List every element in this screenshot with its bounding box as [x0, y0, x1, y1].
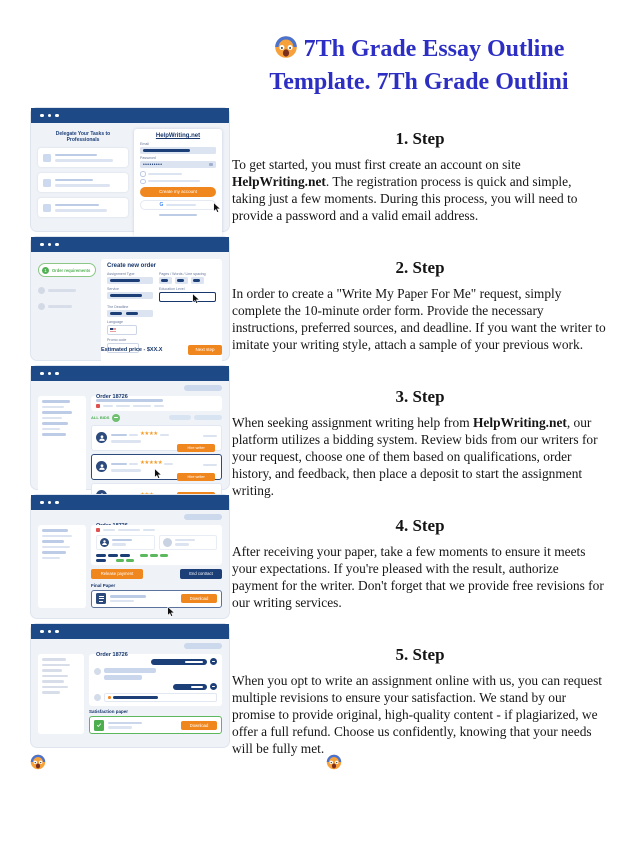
cursor-icon	[192, 293, 200, 305]
eye-icon[interactable]	[209, 163, 213, 166]
newsletter-checkbox[interactable]	[140, 179, 216, 185]
step-5-heading: 5. Step	[395, 645, 445, 664]
chat-message-incoming	[94, 668, 217, 680]
order-number: Order 18726	[96, 652, 128, 658]
feature-icon	[43, 204, 51, 212]
order-number: Order 18726	[96, 394, 128, 400]
alert-icon	[96, 404, 100, 408]
header-pill	[184, 514, 222, 520]
cursor-icon	[213, 202, 221, 214]
step-4-body: After receiving your paper, take a few moments to ensure it meets your expectations. If you're pleased with the result, authorize payment for the writer. Don't forget that we provide free revisions for our writing services.	[232, 544, 604, 610]
window-dot-icon	[55, 372, 59, 376]
document-icon	[96, 593, 106, 604]
step-label: Order requirements	[52, 267, 91, 273]
chat-panel	[89, 654, 222, 706]
window-dot-icon	[55, 243, 59, 247]
cursor-icon	[154, 468, 162, 480]
password-dots: •••••••••	[143, 161, 163, 168]
deadline-input[interactable]	[107, 310, 153, 317]
estimated-price: Estimated price - $XX.X	[101, 347, 163, 353]
google-g-icon: G	[159, 202, 164, 208]
all-bids-label: ALL BIDS	[91, 415, 110, 420]
password-field[interactable]	[140, 161, 216, 168]
footer	[0, 752, 638, 792]
next-step-button[interactable]: Next step	[188, 345, 222, 355]
writer-avatar	[100, 538, 109, 547]
signup-left-heading: Delegate Your Tasks to Professionals	[55, 131, 111, 143]
step-1-body: To get started, you must first create an account on site HelpWriting.net. The registration process is quick and simple, taking just a few moments. During this process, you will need to provide a password and a valid email address.	[232, 157, 578, 223]
writer-avatar	[94, 694, 101, 701]
contract-card	[91, 525, 222, 565]
brand-logo: HelpWriting.net	[155, 133, 201, 139]
step-4-heading: 4. Step	[395, 516, 445, 535]
brand-name: HelpWriting.net	[232, 174, 326, 189]
pages-input[interactable]	[159, 277, 172, 284]
wizard-step-2	[38, 287, 96, 294]
document-page	[0, 34, 638, 860]
rating-stars: ★★★★★	[140, 460, 163, 467]
browser-titlebar	[31, 108, 229, 123]
bids-count-badge	[112, 414, 120, 422]
google-signin-button[interactable]	[140, 200, 216, 210]
step-5-body: When you opt to write an assignment online with us, you can request multiple revisions to ensure your satisfaction. We stand by our promise to provide original, high-quality content - if plagiarized, we offer a full refund. Choose us confidently, knowing that your needs will be fully met.	[232, 673, 603, 756]
scream-emoji-icon	[326, 754, 342, 775]
title-line2: Template. 7Th Grade Outlini	[269, 69, 569, 95]
cursor-icon	[167, 606, 175, 618]
signin-link[interactable]	[159, 214, 197, 216]
attachment-icon	[108, 696, 111, 699]
browser-titlebar	[31, 495, 229, 510]
chat-message-outgoing	[94, 683, 217, 690]
page-title	[230, 34, 608, 97]
writer-avatar	[96, 432, 107, 443]
spacing-input[interactable]	[191, 277, 204, 284]
browser-titlebar	[31, 624, 229, 639]
order-sidebar	[38, 525, 86, 608]
window-dot-icon	[48, 243, 52, 247]
window-dot-icon	[40, 630, 44, 634]
deadline-label: The Deadline	[107, 305, 129, 309]
scream-emoji-icon	[274, 35, 298, 67]
brand-name: HelpWriting.net	[472, 415, 567, 430]
window-dot-icon	[48, 501, 52, 505]
email-label: Email	[140, 142, 149, 146]
words-input[interactable]	[175, 277, 188, 284]
feature-item	[38, 198, 128, 217]
hire-writer-button[interactable]: Hire writer	[177, 444, 215, 452]
feature-icon	[43, 154, 51, 162]
language-select[interactable]	[107, 325, 137, 335]
window-dot-icon	[48, 372, 52, 376]
education-level-select[interactable]	[159, 292, 216, 302]
order-sidebar	[38, 396, 86, 509]
service-label: Service	[107, 287, 119, 291]
step-3-heading: 3. Step	[395, 387, 445, 406]
final-paper-row	[91, 590, 222, 608]
browser-titlebar	[31, 366, 229, 381]
step-3-screenshot	[30, 365, 230, 490]
step-1-heading: 1. Step	[395, 129, 445, 148]
order-form-title: Create new order	[107, 263, 157, 269]
title-line1: 7Th Grade Essay Outline	[303, 36, 565, 62]
create-account-button[interactable]: Create my account	[140, 187, 216, 197]
window-dot-icon	[40, 372, 44, 376]
step-3-body: When seeking assignment writing help from HelpWriting.net, our platform utilizes a bidding system. Review bids from our writers for your request, choose one of them based on qualifications, order history, and feedback, then place a deposit to start the assignment writing.	[232, 415, 598, 498]
step-5-screenshot	[30, 623, 230, 748]
pages-words-label: Pages / Words / Line spacing	[159, 272, 206, 276]
filter-pill[interactable]	[169, 415, 191, 420]
step-2-row	[0, 236, 638, 361]
writer-avatar	[94, 668, 101, 675]
language-label: Language	[107, 320, 123, 324]
writer-panel	[96, 535, 155, 550]
promo-code-label: Promo code	[107, 338, 127, 342]
password-label: Password	[140, 156, 156, 160]
step-1-row	[0, 107, 638, 232]
feature-item	[38, 173, 128, 192]
feature-icon	[43, 179, 51, 187]
step-1-screenshot	[30, 107, 230, 232]
alert-icon	[96, 528, 100, 532]
approved-document-icon	[94, 720, 104, 731]
hire-writer-button[interactable]: Hire writer	[177, 473, 215, 481]
step-3-row	[0, 365, 638, 498]
chat-message-outgoing	[94, 658, 217, 665]
order-sidebar	[38, 654, 84, 734]
end-contract-button[interactable]: End contract	[180, 569, 222, 579]
window-dot-icon	[48, 114, 52, 118]
step-5-row	[0, 623, 638, 756]
final-paper-label: Final Paper	[91, 582, 116, 588]
window-dot-icon	[40, 501, 44, 505]
assignment-type-select[interactable]	[107, 277, 153, 284]
window-dot-icon	[55, 501, 59, 505]
milestone-bar	[96, 554, 217, 557]
wizard-step-1[interactable]	[38, 263, 96, 277]
chat-message-attachment	[94, 693, 217, 702]
step-4-row	[0, 494, 638, 619]
bid-card	[91, 425, 222, 451]
wizard-step-3	[38, 303, 96, 310]
user-avatar	[210, 658, 217, 665]
step-number-badge: 1	[42, 267, 49, 274]
window-dot-icon	[55, 114, 59, 118]
client-panel	[159, 535, 218, 550]
header-pill	[184, 643, 222, 649]
user-avatar	[210, 683, 217, 690]
step-2-heading: 2. Step	[395, 258, 445, 277]
header-pill	[184, 385, 222, 391]
window-dot-icon	[55, 630, 59, 634]
browser-titlebar	[31, 237, 229, 252]
feature-item	[38, 148, 128, 167]
client-avatar	[163, 538, 172, 547]
us-flag-icon	[110, 328, 116, 332]
satisfaction-paper-row	[89, 716, 222, 734]
window-dot-icon	[40, 243, 44, 247]
filter-pill[interactable]	[194, 415, 222, 420]
scream-emoji-icon	[30, 754, 46, 775]
service-select[interactable]	[107, 292, 153, 299]
step-2-screenshot	[30, 236, 230, 361]
writer-avatar	[96, 461, 107, 472]
step-2-body: In order to create a "Write My Paper For Me" request, simply complete the 10-minute order form. Provide the necessary instructions, preferred sources, and deadline. If you want the writer to imitate your writing style, attach a sample of your previous work.	[232, 286, 606, 352]
release-payment-button[interactable]: Release payment	[91, 569, 143, 579]
email-field[interactable]	[140, 147, 216, 154]
assignment-type-label: Assignment Type	[107, 272, 135, 276]
download-button[interactable]: Download	[181, 721, 217, 730]
milestone-bar	[96, 559, 217, 562]
bid-card-selected[interactable]	[91, 454, 222, 480]
terms-checkbox[interactable]	[140, 171, 216, 177]
rating-stars: ★★★★	[140, 431, 158, 438]
window-dot-icon	[40, 114, 44, 118]
download-button[interactable]: Download	[181, 594, 217, 603]
satisfaction-paper-label: Satisfaction paper	[89, 709, 129, 714]
step-4-screenshot	[30, 494, 230, 619]
education-level-label: Education Level	[159, 287, 185, 291]
window-dot-icon	[48, 630, 52, 634]
